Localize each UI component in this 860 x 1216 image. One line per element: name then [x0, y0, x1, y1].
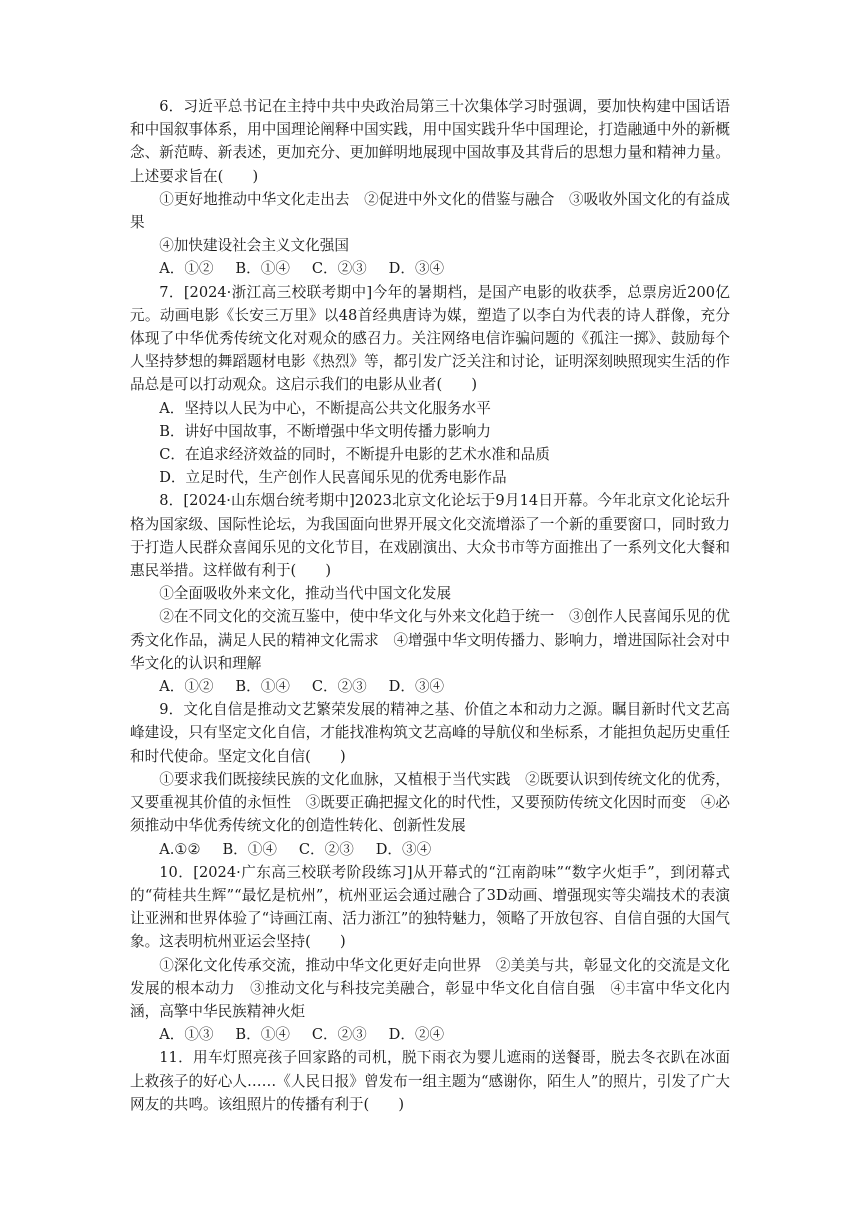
- choice-d: D．③④: [375, 840, 432, 858]
- question-7-stem: 7．[2024·浙江高三校联考期中]今年的暑期档，是国产电影的收获季，总票房近200亿元。动画电影《长安三万里》以48首经典唐诗为媒，塑造了以李白为代表的诗人群像，充分体现了中华优秀传统文化对观众的感召力。关注网络电信诈骗问题的《孤注一掷》、鼓励每个人坚持梦想的舞蹈题材电影《热烈》等，都引发广泛关注和讨论，证明深刻映照现实生活的作品总是可以打动观众。这启示我们的电影从业者( ): [130, 283, 730, 394]
- question-9-choices: [130, 838, 730, 861]
- choice-c: C．②③: [298, 840, 354, 858]
- question-8-statements-line-1: ①全面吸收外来文化，推动当代中国文化发展: [159, 585, 452, 603]
- question-6-statements-line-2: ④加快建设社会主义文化强国: [159, 237, 349, 255]
- choice-d: D．③④: [388, 678, 445, 696]
- choice-a: A．①③: [159, 1026, 214, 1044]
- question-7-choice-a: A．坚持以人民为中心，不断提高公共文化服务水平: [159, 399, 491, 417]
- choice-b: B．①④: [235, 1026, 290, 1044]
- question-8-statements-line-2: ②在不同文化的交流互鉴中，使中华文化与外来文化趋于统一 ③创作人民喜闻乐见的优秀文化作品，满足人民的精神文化需求 ④增强中华文明传播力、影响力，增进国际社会对中华文化的认识和理解: [130, 608, 730, 672]
- question-10-choices: [130, 1023, 730, 1046]
- choice-a: A．①②: [159, 260, 214, 278]
- choice-a: A．①②: [159, 678, 214, 696]
- question-6-stem: 6．习近平总书记在主持中共中央政治局第三十次集体学习时强调，要加快构建中国话语和中国叙事体系，用中国理论阐释中国实践，用中国实践升华中国理论，打造融通中外的新概念、新范畴、新表述，更加充分、更加鲜明地展现中国故事及其背后的思想力量和精神力量。上述要求旨在( ): [130, 98, 730, 185]
- question-11-stem: 11．用车灯照亮孩子回家路的司机，脱下雨衣为婴儿遮雨的送餐哥，脱去冬衣趴在冰面上救孩子的好心人……《人民日报》曾发布一组主题为“感谢你，陌生人”的照片，引发了广大网友的共鸣。该组照片的传播有利于( ): [130, 1049, 730, 1113]
- choice-d: D．③④: [388, 260, 445, 278]
- choice-a: A.①②: [159, 840, 201, 858]
- question-8-stem: 8．[2024·山东烟台统考期中]2023北京文化论坛于9月14日开幕。今年北京文化论坛升格为国家级、国际性论坛，为我国面向世界开展文化交流增添了一个新的重要窗口，同时致力于打造人民群众喜闻乐见的文化节目，在戏剧演出、大众书市等方面推出了一系列文化大餐和惠民举措。这样做有利于( ): [130, 492, 730, 580]
- question-9-statements: ①要求我们既接续民族的文化血脉，又植根于当代实践 ②既要认识到传统文化的优秀，又要重视其价值的永恒性 ③既要正确把握文化的时代性，又要预防传统文化因时而变 ④必须推动中华优秀传统文化的创造性转化、创新性发展: [130, 770, 730, 835]
- question-6-choices: [130, 257, 730, 280]
- question-6-statements-line-1: ①更好地推动中华文化走出去 ②促进中外文化的借鉴与融合 ③吸收外国文化的有益成果: [130, 190, 730, 232]
- choice-b: B．①④: [222, 840, 277, 858]
- question-7-choice-b: B．讲好中国故事，不断增强中华文明传播力影响力: [159, 422, 491, 440]
- choice-c: C．②③: [311, 678, 367, 696]
- question-9-stem: 9．文化自信是推动文艺繁荣发展的精神之基、价值之本和动力之源。瞩目新时代文艺高峰建设，只有坚定文化自信，才能找准构筑文艺高峰的导航仪和坐标系，才能担负起历史重任和时代使命。坚定文化自信( ): [130, 701, 730, 765]
- choice-b: B．①④: [235, 678, 290, 696]
- question-7-choice-c: C．在追求经济效益的同时，不断提升电影的艺术水准和品质: [159, 446, 550, 464]
- question-8-choices: [130, 675, 730, 698]
- question-10-statements: ①深化文化传承交流，推动中华文化更好走向世界 ②美美与共，彰显文化的交流是文化发展的根本动力 ③推动文化与科技完美融合，彰显中华文化自信自强 ④丰富中华文化内涵，高擎中华民族精神火炬: [130, 956, 730, 1020]
- choice-c: C．②③: [311, 260, 367, 278]
- choice-c: C．②③: [311, 1026, 367, 1044]
- question-7-choice-d: D．立足时代，生产创作人民喜闻乐见的优秀电影作品: [159, 469, 507, 487]
- question-10-stem: 10．[2024·广东高三校联考阶段练习]从开幕式的“江南韵味”“数字火炬手”，到闭幕式的“荷桂共生辉”“最忆是杭州”，杭州亚运会通过融合了3D动画、增强现实等尖端技术的表演让亚洲和世界体验了“诗画江南、活力浙江”的独特魅力，领略了开放包容、自信自强的大国气象。这表明杭州亚运会坚持( ): [130, 863, 730, 951]
- choice-d: D．②④: [388, 1026, 445, 1044]
- choice-b: B．①④: [235, 260, 290, 278]
